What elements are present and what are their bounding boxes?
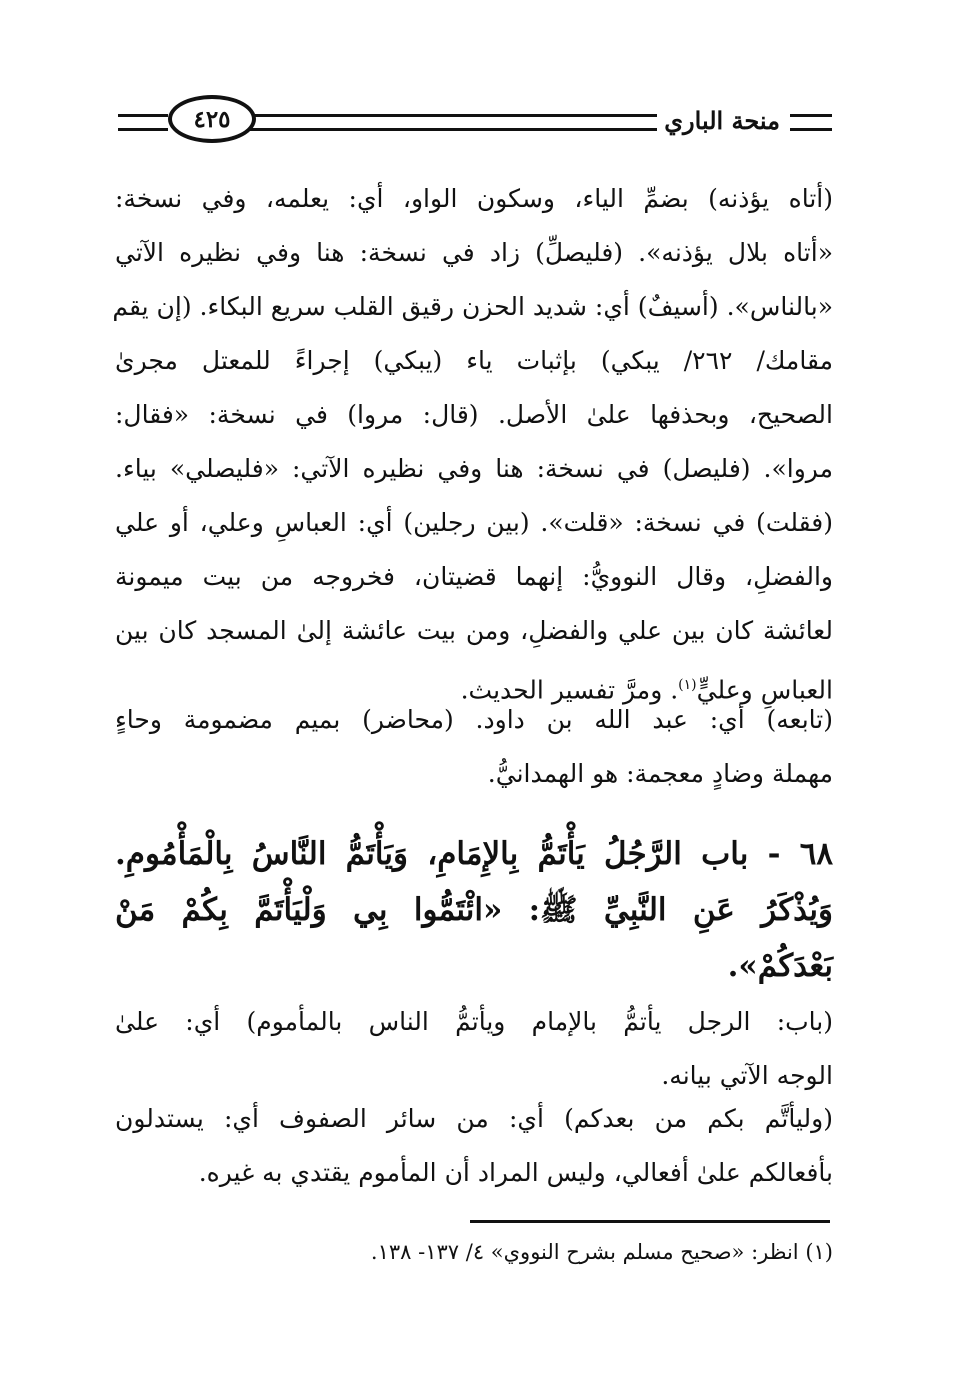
commentary-paragraph-2 xyxy=(115,693,833,801)
chapter-heading-line: ٦٨ - باب الرَّجُلُ يَأْتَمُّ بِالإِمَامِ، وَيَأْتَمُّ النَّاسُ بِالْمَأْمُومِ. xyxy=(115,836,833,872)
running-title: منحة الباري xyxy=(664,106,780,135)
footnote: (١) انظر: «صحيح مسلم بشرح النووي» ٤/ ١٣٧- ١٣٨. xyxy=(370,1240,833,1264)
page-number-badge xyxy=(166,92,258,146)
footnote-divider xyxy=(470,1220,830,1223)
text-line: مقامك/ ٢٦٢/ يبكي) بإثبات ياء (يبكي) إجراءً للمعتل مجرىٰ xyxy=(115,346,833,375)
chapter-heading-line: بَعْدَكُمْ». xyxy=(727,948,833,984)
footnote-marker: (١) xyxy=(678,677,697,693)
page-number: ٤٢٥ xyxy=(168,95,256,143)
chapter-heading-line: وَيُذْكَرُ عَنِ النَّبِيِّ ﷺ: «ائْتَمُّوا بِي وَلْيَأْتَمَّ بِكُمْ مَنْ xyxy=(115,892,833,928)
text-line: (أتاه يؤذنه) بضمِّ الياء، وسكون الواو، أي: يعلمه، وفي نسخة: xyxy=(115,184,833,213)
text-line: بأفعالكم علىٰ أفعالي، وليس المراد أن المأموم يقتدي به غيره. xyxy=(198,1158,833,1187)
page-header xyxy=(118,92,832,148)
commentary-paragraph-3 xyxy=(115,995,833,1103)
chapter-heading xyxy=(115,826,833,994)
text-segment: العباسِ وعليٍّ xyxy=(696,675,833,705)
commentary-paragraph-1 xyxy=(112,172,833,712)
commentary-paragraph-4 xyxy=(115,1092,833,1200)
text-line: الصحيح، وبحذفها علىٰ الأصل. (قال: مروا) في نسخة: «فقال: xyxy=(115,400,833,429)
text-line: لعائشة كان بين علي والفضلِ، ومن بيت عائشة إلىٰ المسجد كان بين xyxy=(115,616,833,645)
text-line: «بالناس». (أسيفٌ) أي: شديد الحزن رقيق القلب سريع البكاء. (إن يقم xyxy=(112,292,833,321)
text-line: «أتاه بلال يؤذنه». (فليصلِّ) زاد في نسخة: هنا وفي نظيره الآتي xyxy=(115,238,833,267)
text-line: (وليأتَّم بكم من بعدكم) أي: من سائر الصفوف أي: يستدلون xyxy=(115,1104,833,1133)
text-segment: . ومرَّ تفسير الحديث. xyxy=(460,675,679,705)
text-line: مهملة وضادٍ معجمة: هو الهمدانيُّ. xyxy=(487,759,833,788)
text-line: مروا». (فليصل) في نسخة: هنا وفي نظيره الآتي: «فليصلي» بياء. xyxy=(115,454,833,483)
text-line: الوجه الآتي بيانه. xyxy=(661,1061,833,1090)
header-rule-short xyxy=(118,114,168,131)
text-line: (باب: الرجل يأتمُّ بالإمام ويأتمُّ الناس بالمأموم) أي: علىٰ xyxy=(115,1007,833,1036)
text-line: (تابعه) أي: عبد الله بن داود. (محاضر) بميم مضمومة وحاءٍ xyxy=(115,705,833,734)
text-line: (فقلت) في نسخة: «قلت». (بين رجلين) أي: العباسِ وعلي، أو علي xyxy=(115,508,833,537)
text-line: والفضلِ، وقال النوويُّ: إنهما قضيتان، فخروجه من بيت ميمونة xyxy=(115,562,833,591)
header-rule-long xyxy=(248,114,657,131)
header-rule-right xyxy=(790,114,832,131)
